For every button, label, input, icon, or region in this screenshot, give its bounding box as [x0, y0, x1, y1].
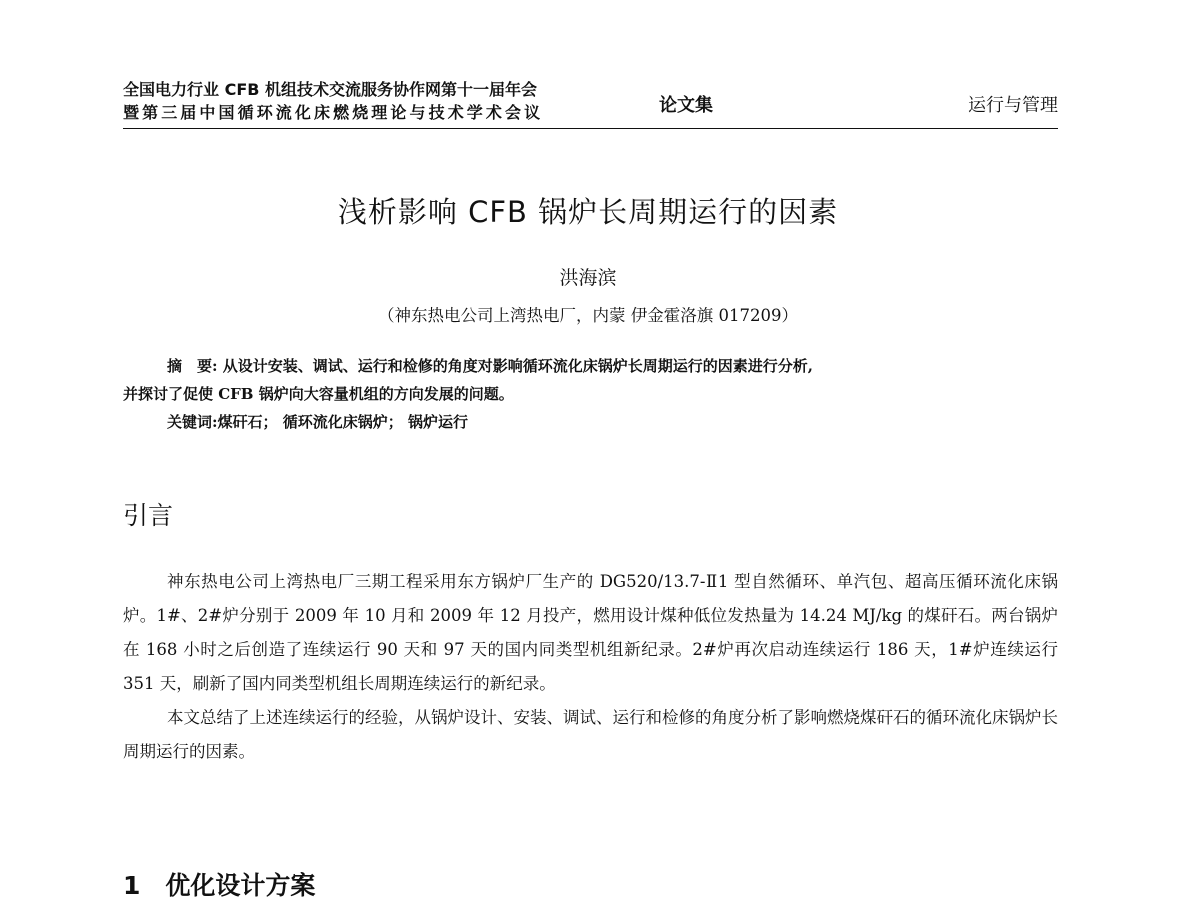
- paper-author: 洪海滨: [559, 267, 617, 289]
- intro-heading: 引言: [123, 501, 174, 530]
- keywords-label: 关键词:: [167, 413, 218, 431]
- conference-name-line1: 全国电力行业 CFB 机组技术交流服务协作网第十一届年会: [123, 80, 538, 99]
- running-header: [123, 78, 1058, 128]
- abstract-label: 摘 要:: [167, 357, 218, 375]
- intro-paragraph-2: 本文总结了上述连续运行的经验，从锅炉设计、安装、调试、运行和检修的角度分析了影响燃烧煤矸石的循环流化床锅炉长周期运行的因素。: [123, 708, 1058, 761]
- intro-paragraph-1: 神东热电公司上湾热电厂三期工程采用东方锅炉厂生产的 DG520/13.7-Ⅱ1 型自然循环、单汽包、超高压循环流化床锅炉。1#、2#炉分别于 2009 年 10 月和 2009 年 12 月投产，燃用设计煤种低位发热量为 14.24 MJ/kg 的煤矸石。两台锅炉在 168 小时之后创造了连续运行 90 天和 97 天的国内同类型机组新纪录。2#炉再次启动连续运行 186 天，1#炉连续运行 351 天，刷新了国内同类型机组长周期连续运行的新纪录。: [123, 572, 1058, 693]
- keywords-line: [123, 408, 1058, 436]
- section-1-heading: 1 优化设计方案: [123, 871, 316, 900]
- paper-title: 浅析影响 CFB 锅炉长周期运行的因素: [337, 195, 839, 229]
- header-divider: [123, 128, 1058, 129]
- abstract-text-1: 从设计安装、调试、运行和检修的角度对影响循环流化床锅炉长周期运行的因素进行分析,: [217, 357, 813, 375]
- intro-body: [123, 565, 1058, 769]
- conference-name-line2: 暨第三届中国循环流化床燃烧理论与技术学术会议: [123, 103, 544, 122]
- abstract-text-2: 并探讨了促使 CFB 锅炉向大容量机组的方向发展的问题。: [123, 385, 514, 403]
- proceedings-label: 论文集: [659, 95, 713, 116]
- abstract-line-1: [123, 352, 1058, 380]
- conference-name: [123, 78, 543, 124]
- section-category: 运行与管理: [968, 95, 1058, 116]
- author-affiliation: （神东热电公司上湾热电厂，内蒙 伊金霍洛旗 017209）: [378, 306, 798, 325]
- keywords-text: 煤矸石； 循环流化床锅炉； 锅炉运行: [217, 413, 468, 431]
- abstract-block: [123, 352, 1058, 436]
